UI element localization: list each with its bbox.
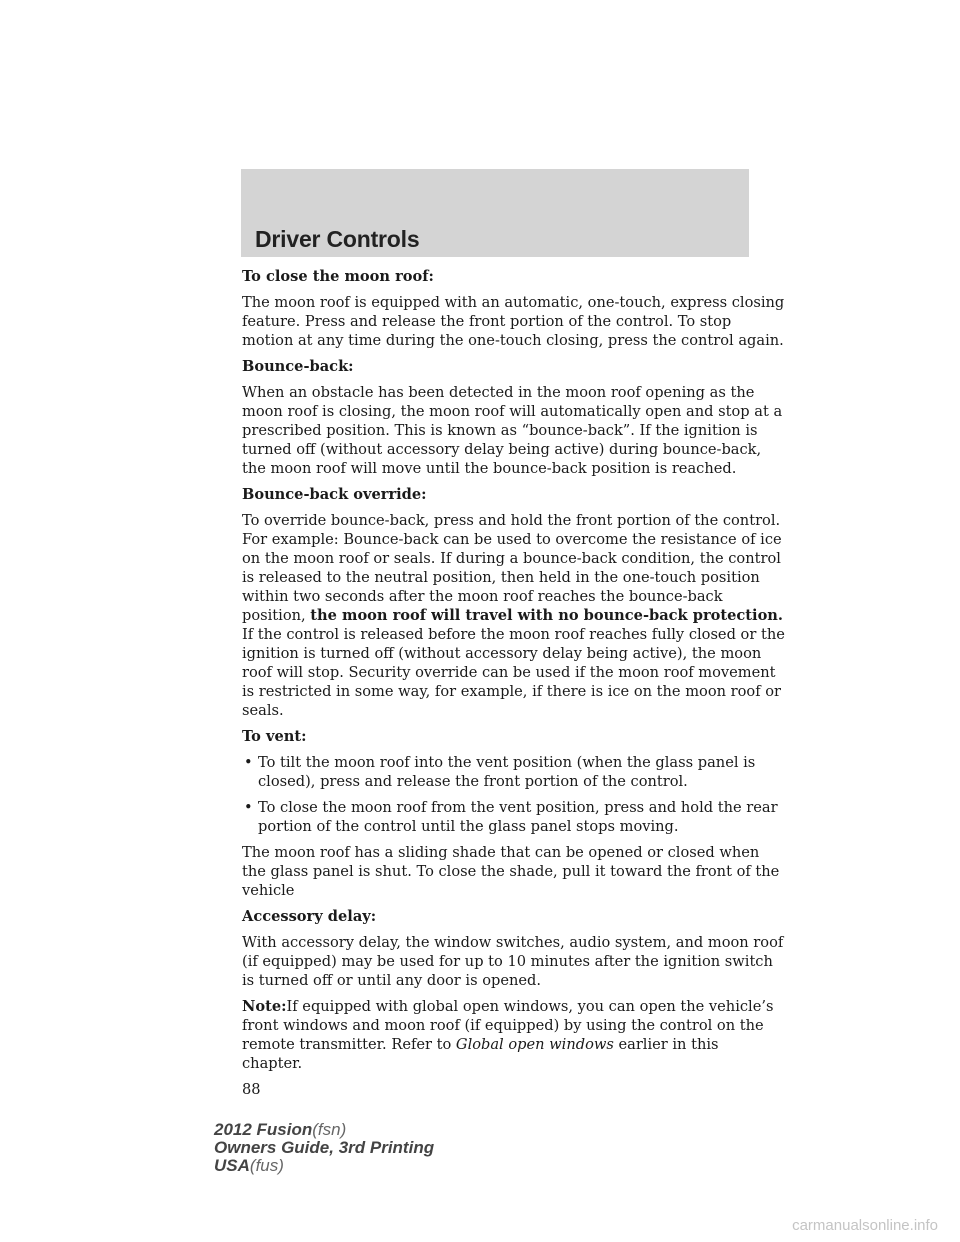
footer-line <box>214 1139 434 1157</box>
text-line: motion at any time during the one-touch closing, press the control again. <box>242 332 784 349</box>
paragraph-bounce-back <box>242 383 783 478</box>
text-line: seals. <box>242 702 284 719</box>
paragraph-sliding-shade <box>242 843 780 900</box>
text-line: the moon roof will move until the bounce-back position is reached. <box>242 460 737 477</box>
page-body <box>242 267 785 1099</box>
list-item-vent-close <box>242 798 778 836</box>
footer-model: 2012 Fusion <box>214 1120 313 1139</box>
heading-bounce-back: Bounce-back: <box>242 358 354 375</box>
text-line: is released to the neutral position, then held in the one-touch position <box>242 569 760 586</box>
heading-accessory-delay: Accessory delay: <box>242 908 377 925</box>
footer-printing: Owners Guide, 3rd Printing <box>214 1138 435 1157</box>
text-line <box>242 997 774 1016</box>
text-line: prescribed position. This is known as “bounce-back”. If the ignition is <box>242 422 758 439</box>
text-line: the glass panel is shut. To close the shade, pull it toward the front of the <box>242 863 780 880</box>
watermark: carmanualsonline.info <box>792 1217 938 1234</box>
paragraph-note <box>242 997 774 1073</box>
text-line: To override bounce-back, press and hold the front portion of the control. <box>242 512 781 529</box>
text-line: To tilt the moon roof into the vent position (when the glass panel is <box>258 754 756 771</box>
footer-model-code: (fsn) <box>312 1120 347 1139</box>
document-footer <box>214 1121 434 1175</box>
text-line: is turned off or until any door is opened. <box>242 972 541 989</box>
heading-bounce-back-override: Bounce-back override: <box>242 486 427 503</box>
text-segment: remote transmitter. Refer to <box>242 1036 456 1053</box>
text-line: on the moon roof or seals. If during a bounce-back condition, the control <box>242 550 781 567</box>
text-line: turned off (without accessory delay being active) during bounce-back, <box>242 441 762 458</box>
text-line: within two seconds after the moon roof reaches the bounce-back <box>242 588 723 605</box>
text-line: moon roof is closing, the moon roof will automatically open and stop at a <box>242 403 783 420</box>
list-item-vent-tilt <box>242 753 756 791</box>
text-line <box>242 1035 752 1054</box>
footer-market: USA <box>214 1156 250 1175</box>
text-line <box>242 606 784 625</box>
text-line: For example: Bounce-back can be used to overcome the resistance of ice <box>242 531 782 548</box>
bold-warning-text: the moon roof will travel with no bounce-back protection. <box>310 607 784 624</box>
footer-market-code: (fus) <box>249 1156 284 1175</box>
text-line: The moon roof is equipped with an automatic, one-touch, express closing <box>242 294 785 311</box>
text-line: closed), press and release the front portion of the control. <box>258 773 688 790</box>
text-line: vehicle <box>242 882 295 899</box>
paragraph-accessory-delay <box>242 933 784 990</box>
text-line: roof will stop. Security override can be used if the moon roof movement <box>242 664 776 681</box>
note-label: Note: <box>242 998 287 1015</box>
heading-close-moon-roof: To close the moon roof: <box>242 268 434 285</box>
text-line: With accessory delay, the window switches, audio system, and moon roof <box>242 934 784 951</box>
text-line: The moon roof has a sliding shade that can be opened or closed when <box>242 844 760 861</box>
bullet-icon: • <box>244 799 253 816</box>
text-line: To close the moon roof from the vent position, press and hold the rear <box>258 799 778 816</box>
footer-line <box>214 1121 434 1139</box>
footer-line <box>214 1157 434 1175</box>
cross-reference-text: Global open windows <box>455 1036 614 1053</box>
text-line: feature. Press and release the front portion of the control. To stop <box>242 313 732 330</box>
page-number: 88 <box>242 1081 261 1098</box>
text-segment: earlier in this <box>613 1036 719 1053</box>
paragraph-bounce-back-override <box>242 511 785 720</box>
text-line: chapter. <box>242 1055 303 1072</box>
section-title: Driver Controls <box>255 226 420 252</box>
text-line: is restricted in some way, for example, if there is ice on the moon roof or <box>242 683 781 700</box>
text-line: portion of the control until the glass panel stops moving. <box>258 818 679 835</box>
text-line: front windows and moon roof (if equipped) by using the control on the <box>242 1017 764 1034</box>
paragraph-close-moon-roof <box>242 293 785 350</box>
text-line: When an obstacle has been detected in the moon roof opening as the <box>242 384 755 401</box>
text-line: ignition is turned off (without accessory delay being active), the moon <box>242 645 762 662</box>
bullet-icon: • <box>244 754 253 771</box>
text-line: If the control is released before the moon roof reaches fully closed or the <box>242 626 785 643</box>
text-line: (if equipped) may be used for up to 10 minutes after the ignition switch <box>242 953 773 970</box>
heading-to-vent: To vent: <box>242 728 307 745</box>
text-segment: If equipped with global open windows, you can open the vehicle’s <box>286 998 774 1015</box>
text-segment: position, <box>242 607 311 624</box>
